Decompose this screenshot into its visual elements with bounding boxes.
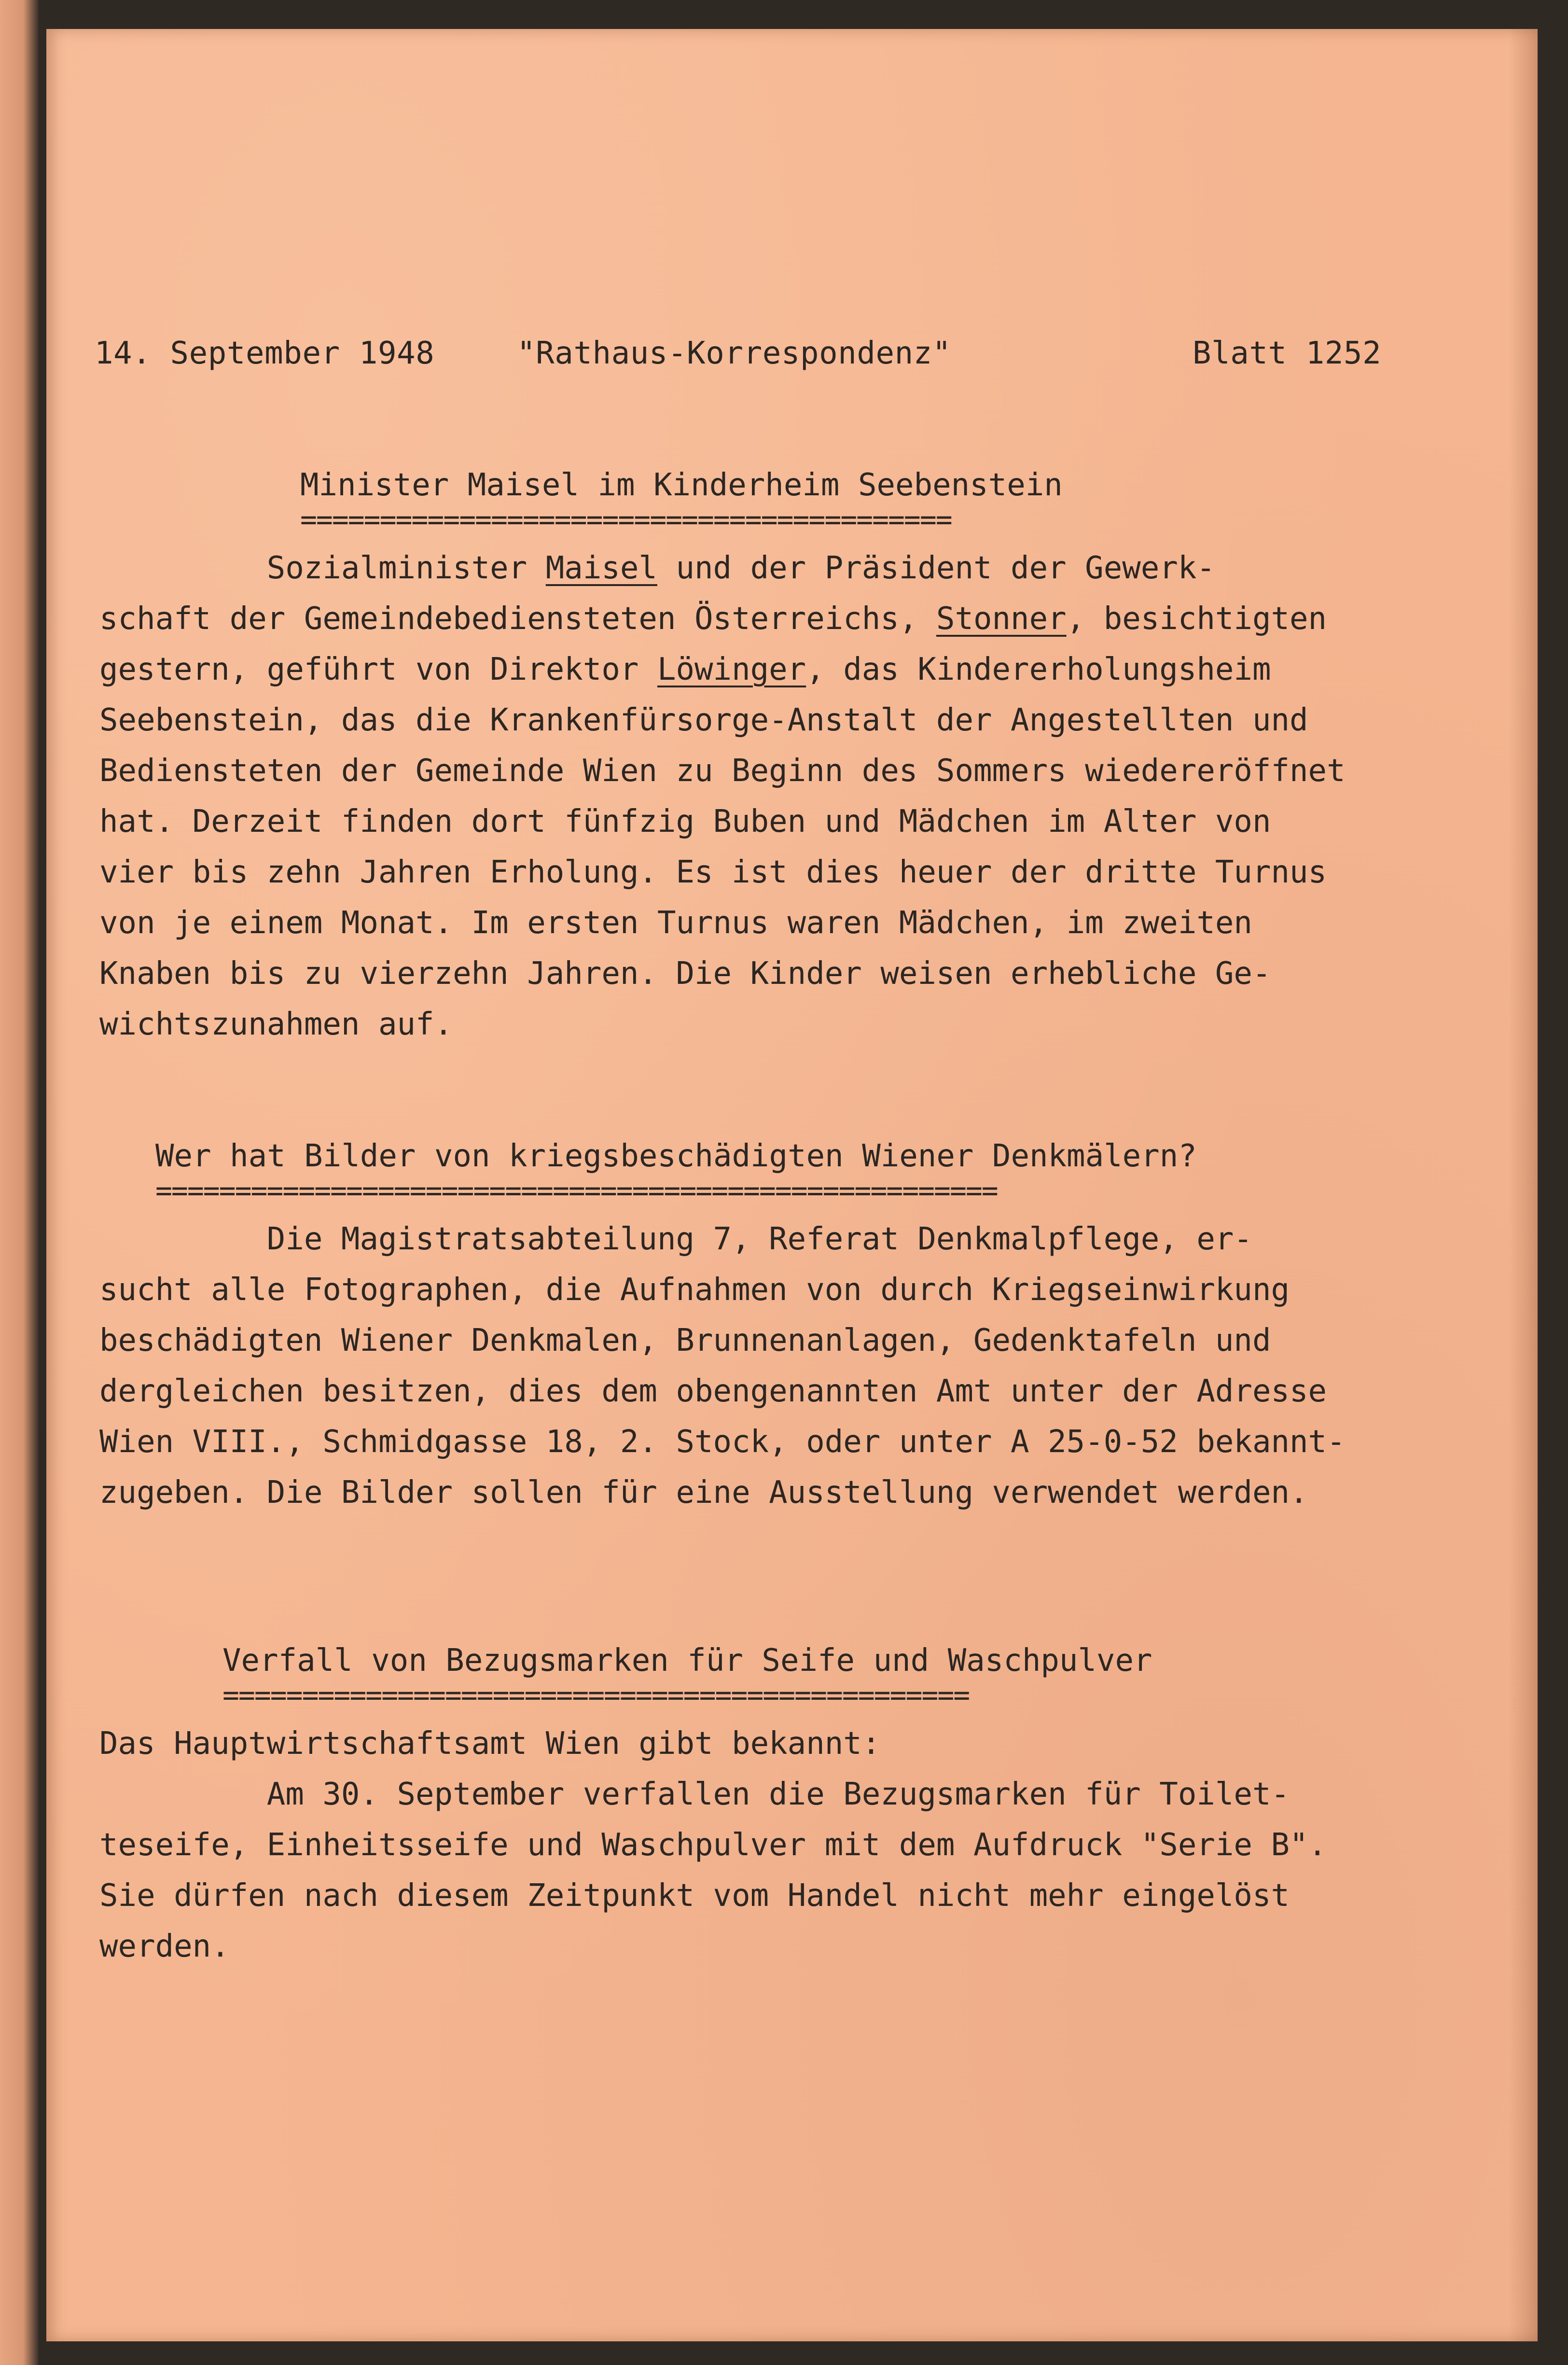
article-1-line-9: Knaben bis zu vierzehn Jahren. Die Kinder weisen erhebliche Ge- bbox=[99, 956, 1271, 992]
article-1-line-5: Bediensteten der Gemeinde Wien zu Beginn des Sommers wiedereröffnet bbox=[99, 753, 1346, 789]
article-3-line-4: werden. bbox=[99, 1929, 230, 1964]
page-right-shadow bbox=[1509, 29, 1538, 2341]
article-3-line-1: Am 30. September verfallen die Bezugsmarken für Toilet- bbox=[99, 1777, 1290, 1812]
typed-page bbox=[46, 29, 1538, 2341]
article-1-line-2: schaft der Gemeindebediensteten Österreichs, Stonner, besichtigten bbox=[99, 601, 1327, 637]
article-1-body bbox=[99, 543, 1346, 1050]
article-1-title-rule: ========================================= bbox=[300, 510, 952, 529]
article-1-title: Minister Maisel im Kinderheim Seebenstein bbox=[300, 467, 1063, 503]
header-publication: "Rathaus-Korrespondenz" bbox=[517, 336, 952, 371]
name-maisel: Maisel bbox=[545, 550, 657, 586]
article-2-body bbox=[99, 1214, 1346, 1518]
article-3-intro: Das Hauptwirtschaftsamt Wien gibt bekannt: bbox=[99, 1726, 881, 1762]
header-sheet-number: Blatt 1252 bbox=[1193, 336, 1382, 371]
article-1-line-7: vier bis zehn Jahren Erholung. Es ist dies heuer der dritte Turnus bbox=[99, 854, 1327, 890]
article-2-line-2: sucht alle Fotographen, die Aufnahmen von durch Kriegseinwirkung bbox=[99, 1272, 1290, 1308]
binding-edge bbox=[0, 0, 39, 2365]
article-3-line-2: teseife, Einheitsseife und Waschpulver mit dem Aufdruck "Serie B". bbox=[99, 1827, 1327, 1863]
article-2-title: Wer hat Bilder von kriegsbeschädigten Wiener Denkmälern? bbox=[155, 1138, 1197, 1174]
article-3-body bbox=[99, 1719, 1327, 1972]
article-1-line-4: Seebenstein, das die Krankenfürsorge-Anstalt der Angestellten und bbox=[99, 702, 1308, 738]
article-2-line-1: Die Magistratsabteilung 7, Referat Denkmalpflege, er- bbox=[99, 1221, 1252, 1257]
article-1-line-1: Sozialminister Maisel und der Präsident der Gewerk- bbox=[99, 550, 1215, 586]
name-stonner: Stonner bbox=[936, 601, 1067, 637]
article-3-line-3: Sie dürfen nach diesem Zeitpunkt vom Handel nicht mehr eingelöst bbox=[99, 1878, 1290, 1914]
article-2-line-6: zugeben. Die Bilder sollen für eine Ausstellung verwendet werden. bbox=[99, 1475, 1308, 1511]
article-2-line-5: Wien VIII., Schmidgasse 18, 2. Stock, oder unter A 25-0-52 bekannt- bbox=[99, 1424, 1346, 1460]
article-1-line-6: hat. Derzeit finden dort fünfzig Buben und Mädchen im Alter von bbox=[99, 804, 1271, 840]
article-1-line-8: von je einem Monat. Im ersten Turnus waren Mädchen, im zweiten bbox=[99, 905, 1252, 941]
header-date: 14. September 1948 bbox=[95, 336, 435, 371]
article-2-line-3: beschädigten Wiener Denkmalen, Brunnenanlagen, Gedenktafeln und bbox=[99, 1323, 1271, 1358]
article-2-line-4: dergleichen besitzen, dies dem obengenannten Amt unter der Adresse bbox=[99, 1373, 1327, 1409]
article-2-title-rule: ===================================================== bbox=[155, 1181, 998, 1200]
name-loewinger: Löwinger bbox=[657, 652, 806, 687]
article-1-line-10: wichtszunahmen auf. bbox=[99, 1007, 453, 1042]
article-3-title: Verfall von Bezugsmarken für Seife und Waschpulver bbox=[222, 1643, 1152, 1679]
article-1-line-3: gestern, geführt von Direktor Löwinger, das Kindererholungsheim bbox=[99, 652, 1271, 687]
article-3-title-rule: =============================================== bbox=[222, 1685, 970, 1705]
